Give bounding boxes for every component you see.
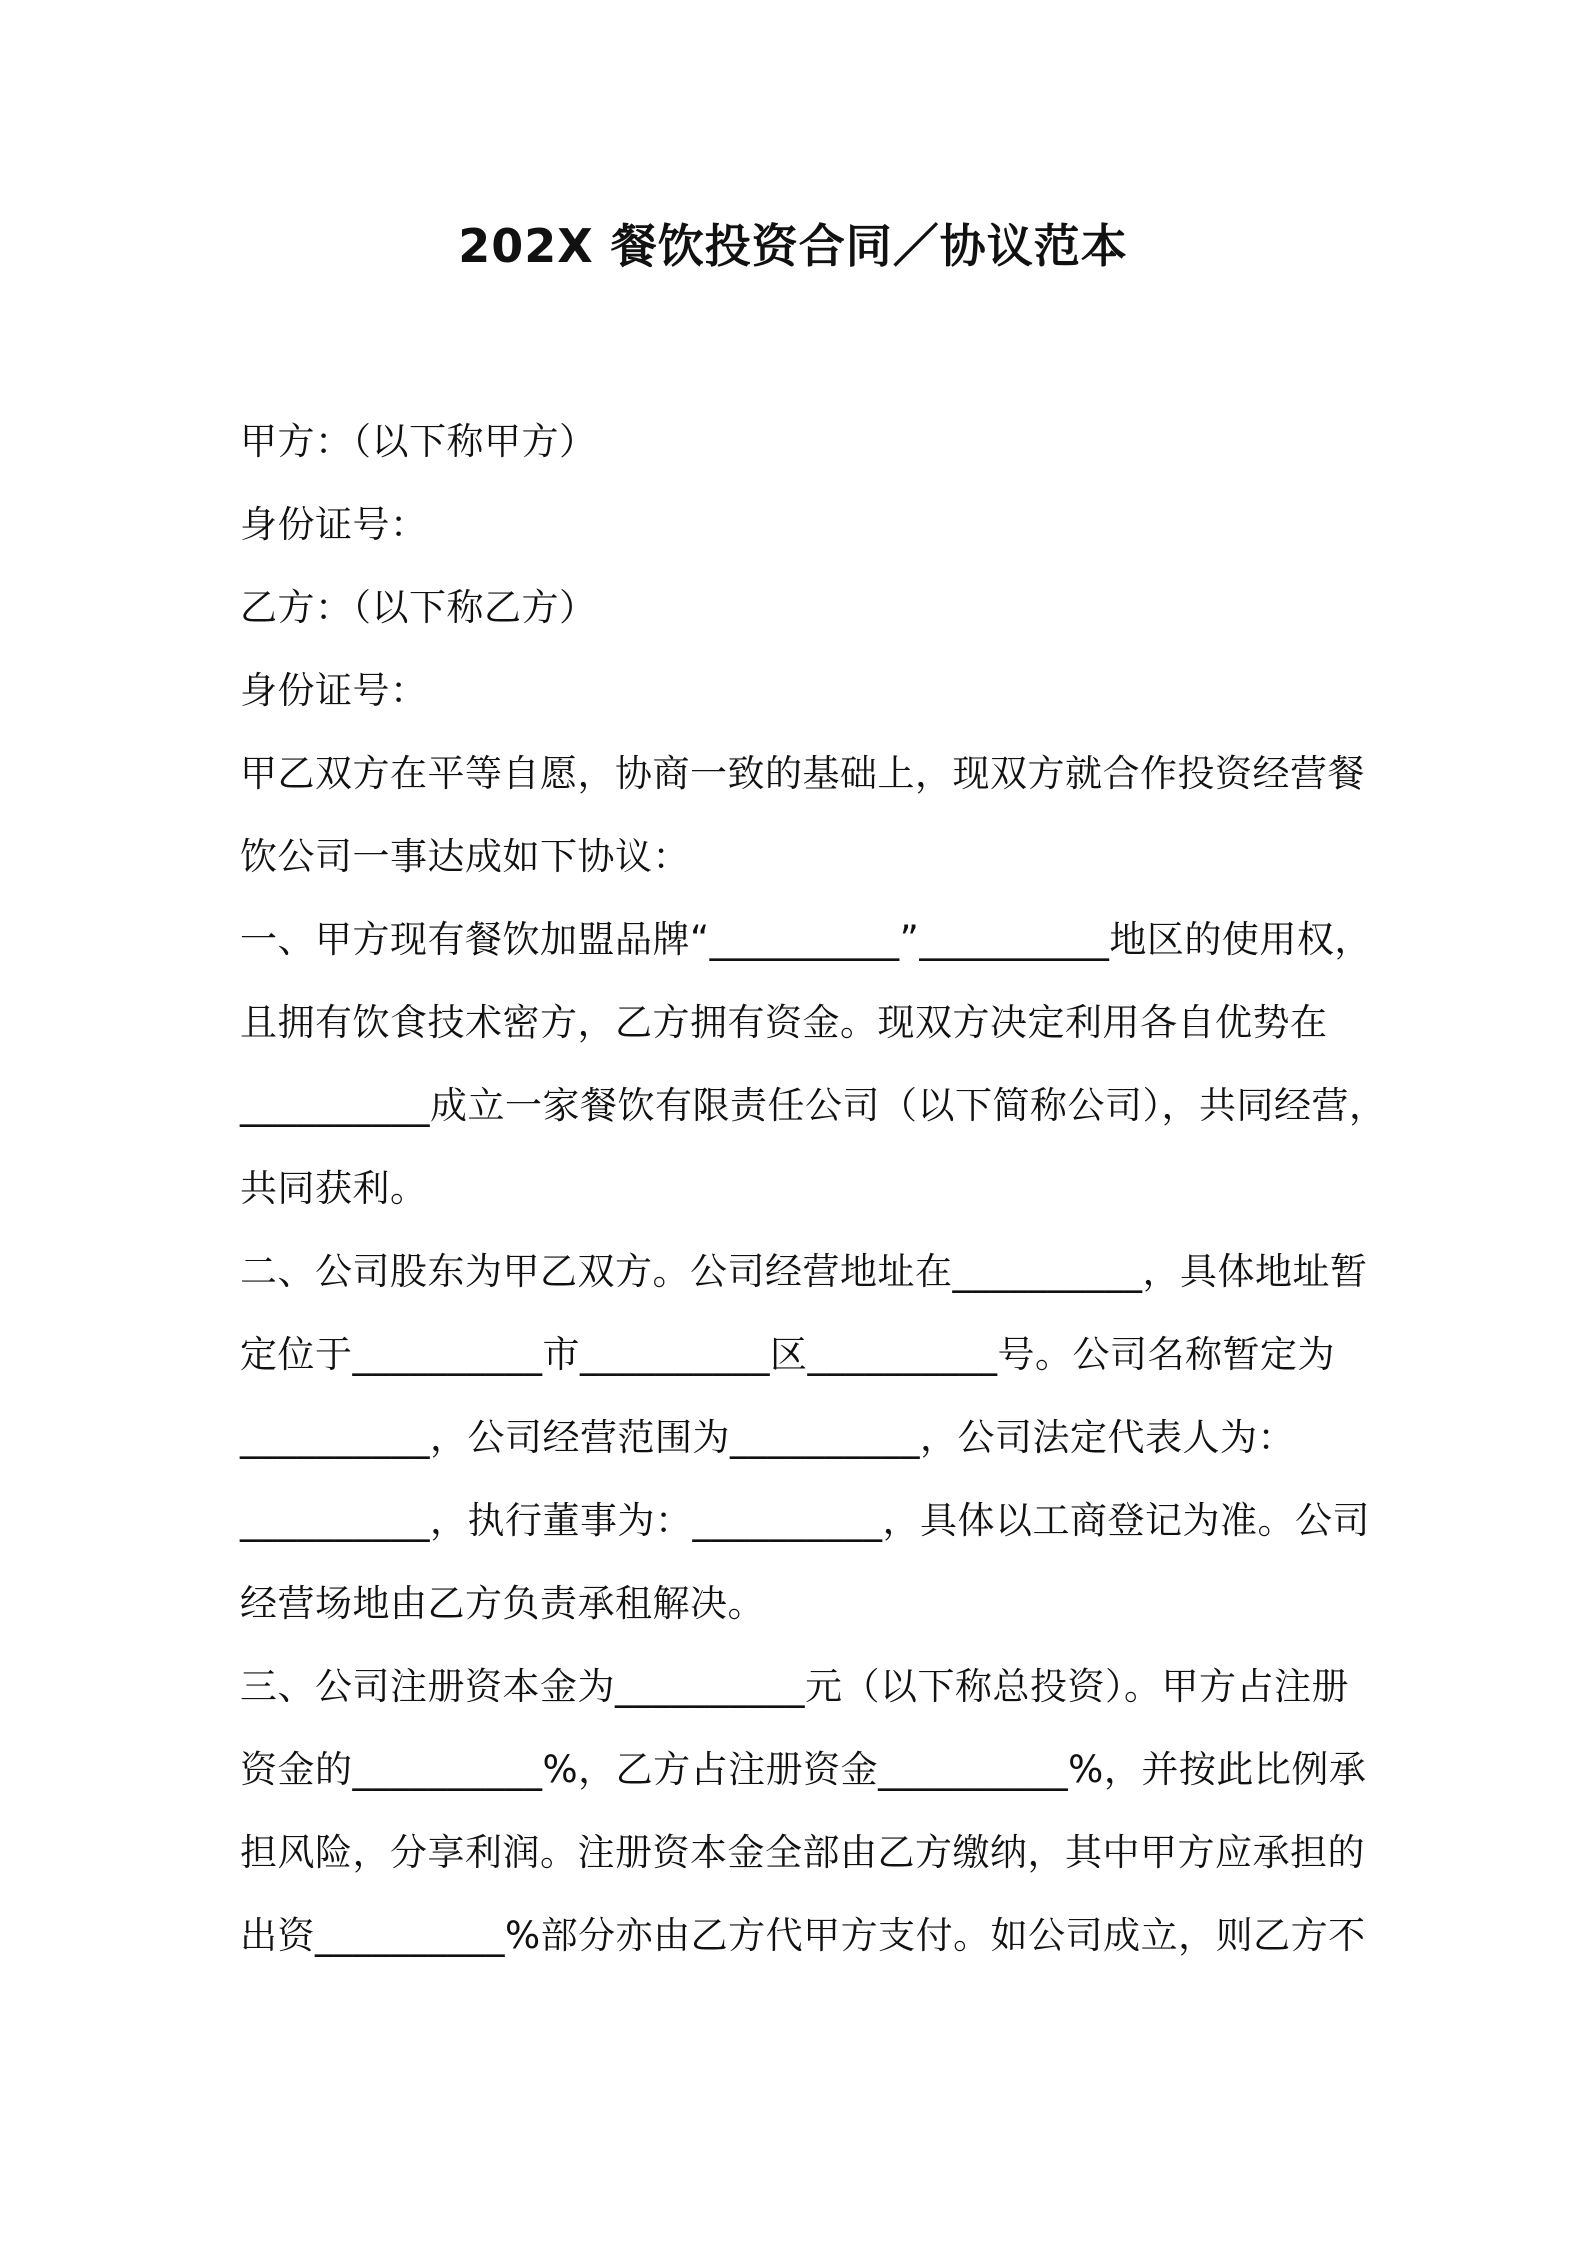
document-body — [240, 400, 1387, 1977]
party-b-line: 乙方：（以下称乙方） — [240, 586, 597, 629]
party-a-id-line: 身份证号： — [240, 503, 428, 546]
clause-3-line: 三、公司注册资本金为__________元（以下称总投资）。甲方占注册 — [240, 1665, 1349, 1708]
preamble-line: 甲乙双方在平等自愿，协商一致的基础上，现双方就合作投资经营餐 — [240, 752, 1365, 795]
clause-3-line: 出资__________%部分亦由乙方代甲方支付。如公司成立，则乙方不 — [240, 1914, 1366, 1957]
clause-3-line: 资金的__________%，乙方占注册资金__________%，并按此比例承 — [240, 1748, 1367, 1791]
clause-2-line: __________，公司经营范围为__________，公司法定代表人为： — [240, 1416, 1295, 1459]
clause-2-line: 定位于__________市__________区__________号。公司名称暂定为 — [240, 1333, 1335, 1376]
party-b-id-line: 身份证号： — [240, 669, 428, 712]
clause-1-line: 且拥有饮食技术密方，乙方拥有资金。现双方决定利用各自优势在 — [240, 1001, 1328, 1044]
clause-2-line: __________，执行董事为：__________，具体以工商登记为准。公司 — [240, 1499, 1370, 1542]
clause-1-line: 一、甲方现有餐饮加盟品牌“__________”__________地区的使用权， — [240, 918, 1372, 961]
party-a-line: 甲方：（以下称甲方） — [240, 420, 597, 463]
clause-1-line: 共同获利。 — [240, 1167, 428, 1210]
preamble-line: 饮公司一事达成如下协议： — [240, 835, 690, 878]
document-title: 202X 餐饮投资合同／协议范本 — [458, 219, 1128, 273]
clause-2-line: 二、公司股东为甲乙双方。公司经营地址在__________，具体地址暂 — [240, 1250, 1368, 1293]
clause-1-line: __________成立一家餐饮有限责任公司（以下简称公司），共同经营， — [240, 1084, 1387, 1127]
clause-3-line: 担风险，分享利润。注册资本金全部由乙方缴纳，其中甲方应承担的 — [240, 1831, 1365, 1874]
clause-2-line: 经营场地由乙方负责承租解决。 — [240, 1582, 765, 1625]
